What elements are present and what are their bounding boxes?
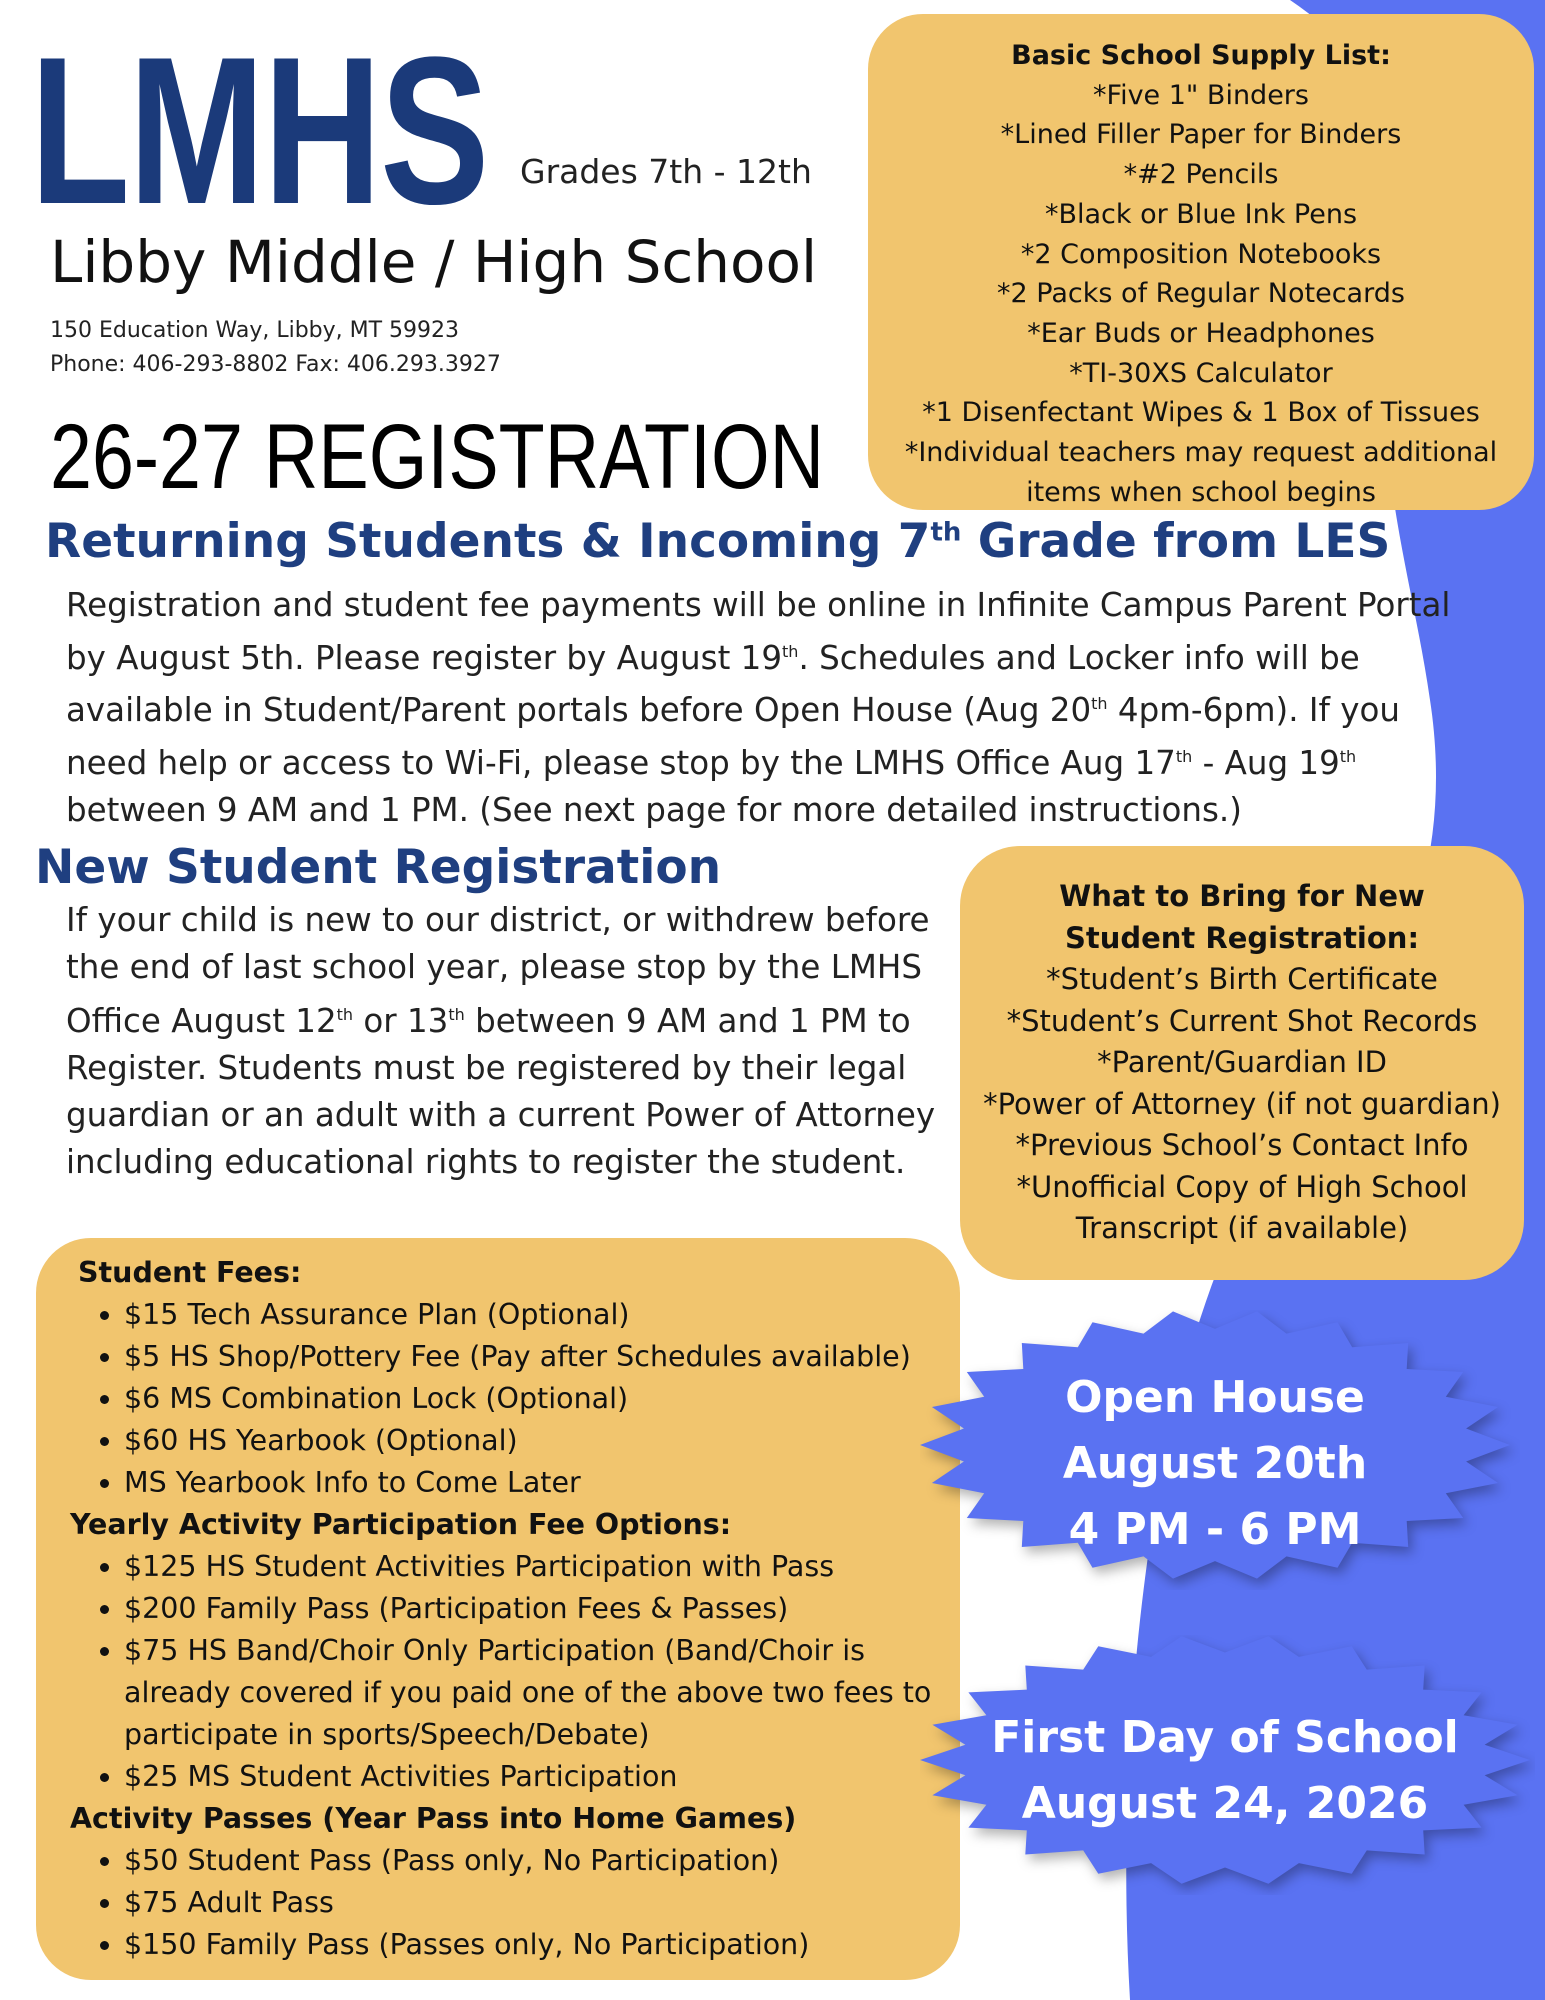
activity-fees-title: Yearly Activity Participation Fee Options: <box>70 1508 732 1541</box>
supply-list-box <box>868 14 1534 510</box>
what-to-bring-title: What to Bring for New Student Registration: <box>1059 879 1425 955</box>
open-house-time: 4 PM - 6 PM <box>1068 1504 1362 1555</box>
school-logo: LMHS <box>30 13 488 248</box>
student-fees-title: Student Fees: <box>78 1256 302 1289</box>
first-day-date: August 24, 2026 <box>1021 1778 1429 1829</box>
supply-item: *Five 1" Binders <box>1093 79 1309 111</box>
activity-passes-list <box>70 1840 960 1966</box>
supply-item: *TI-30XS Calculator <box>1069 357 1333 389</box>
first-day-text <box>985 1705 1465 1837</box>
supply-item: *#2 Pencils <box>1123 159 1279 191</box>
what-to-bring-box <box>960 846 1524 1280</box>
new-student-heading: New Student Registration <box>35 840 722 895</box>
open-house-title: Open House <box>1065 1372 1365 1423</box>
open-house-text <box>1000 1365 1430 1563</box>
supply-item: *1 Disenfectant Wipes & 1 Box of Tissues <box>922 397 1480 429</box>
open-house-date: August 20th <box>1062 1438 1368 1489</box>
student-fees-list <box>70 1294 960 1504</box>
bring-item: *Previous School’s Contact Info <box>1015 1128 1469 1162</box>
list-item: • $25 MS Student Activities Participation <box>124 1756 960 1798</box>
supply-item: *2 Packs of Regular Notecards <box>997 278 1405 310</box>
list-item: • $125 HS Student Activities Participation with Pass <box>124 1546 960 1588</box>
supply-item: *2 Composition Notebooks <box>1020 238 1382 270</box>
activity-fees-list <box>70 1546 960 1798</box>
list-item: • $50 Student Pass (Pass only, No Participation) <box>124 1840 960 1882</box>
list-item: • $75 HS Band/Choir Only Participation (Band/Choir is already covered if you paid one of the above two fees to participate in sports/Speech/Debate) <box>124 1630 960 1756</box>
new-student-paragraph: If your child is new to our district, or withdrew before the end of last school year, please stop by the LMHS Office August 12th or 13th between 9 AM and 1 PM to Register. Students must be registered by their legal guardian or an adult with a current Power of Attorney including educational rights to register the student. <box>66 901 936 1181</box>
bring-item: *Unofficial Copy of High School Transcript (if available) <box>1016 1169 1468 1245</box>
supply-list-title: Basic School Supply List: <box>1011 40 1391 71</box>
list-item: • $200 Family Pass (Participation Fees & Passes) <box>124 1588 960 1630</box>
supply-item: *Black or Blue Ink Pens <box>1044 198 1358 230</box>
list-item: • $6 MS Combination Lock (Optional) <box>124 1378 960 1420</box>
list-item: • $5 HS Shop/Pottery Fee (Pay after Schedules available) <box>124 1336 960 1378</box>
bring-item: *Parent/Guardian ID <box>1097 1045 1387 1079</box>
school-name: Libby Middle / High School <box>50 228 818 296</box>
registration-title: 26-27 REGISTRATION <box>50 406 825 508</box>
address: 150 Education Way, Libby, MT 59923 <box>50 318 460 343</box>
contact-info <box>50 314 501 382</box>
first-day-title: First Day of School <box>991 1712 1459 1763</box>
returning-students-paragraph: Registration and student fee payments will be online in Infinite Campus Parent Portal by August 5th. Please register by August 19th. Schedules and Locker info will be available in Student/Parent portals before Open House (Aug 20th 4pm-6pm). If you need help or access to Wi-Fi, please stop by the LMHS Office Aug 17th - Aug 19th between 9 AM and 1 PM. (See next page for more detailed instructions.) <box>66 586 1451 829</box>
list-item: • MS Yearbook Info to Come Later <box>124 1462 960 1504</box>
bring-item: *Power of Attorney (if not guardian) <box>983 1086 1501 1121</box>
grades-label: Grades 7th - 12th <box>520 152 812 191</box>
list-item: • $15 Tech Assurance Plan (Optional) <box>124 1294 960 1336</box>
list-item: • $150 Family Pass (Passes only, No Participation) <box>124 1924 960 1966</box>
list-item: • $60 HS Yearbook (Optional) <box>124 1420 960 1462</box>
returning-students-heading: Returning Students & Incoming 7th Grade from LES <box>45 514 1391 569</box>
list-item: • $75 Adult Pass <box>124 1882 960 1924</box>
bring-item: *Student’s Birth Certificate <box>1046 962 1438 996</box>
supply-item: *Ear Buds or Headphones <box>1027 317 1375 349</box>
fees-box <box>36 1238 960 1980</box>
phone-fax: Phone: 406-293-8802 Fax: 406.293.3927 <box>50 352 501 377</box>
supply-item: *Lined Filler Paper for Binders <box>1000 119 1402 151</box>
activity-passes-title: Activity Passes (Year Pass into Home Games) <box>70 1802 797 1835</box>
supply-item: *Individual teachers may request additional items when school begins <box>904 437 1498 508</box>
bring-item: *Student’s Current Shot Records <box>1006 1003 1478 1038</box>
